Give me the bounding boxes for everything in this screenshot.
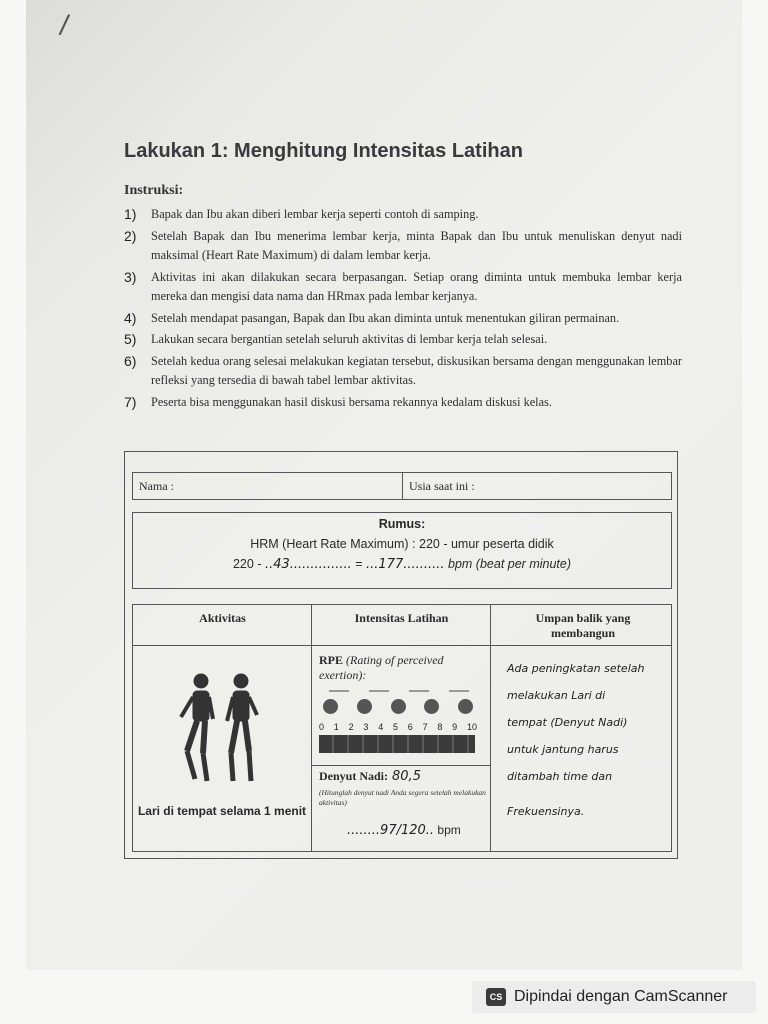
face-icon	[323, 699, 338, 714]
rpe-number: 10	[466, 722, 477, 732]
rpe-number: 0	[319, 722, 325, 732]
list-item	[124, 330, 682, 350]
item-text: Aktivitas ini akan dilakukan secara berpasangan. Setiap orang diminta untuk membuka lembar kerja mereka dan mengisi data nama dan HRmax pada lembar kerjanya.	[151, 269, 682, 303]
formula-calculation	[133, 557, 671, 572]
feedback-handwriting	[507, 655, 671, 825]
bpm-unit: bpm	[434, 823, 461, 837]
rpe-number: 7	[422, 722, 428, 732]
handwritten-bpm: ........97/120..	[347, 823, 435, 838]
handwritten-age: ..43...............	[264, 557, 352, 572]
activity-label: Lari di tempat selama 1 menit	[137, 804, 307, 818]
item-text: Setelah mendapat pasangan, Bapak dan Ibu akan diminta untuk menentukan giliran permainan.	[151, 310, 620, 325]
header-umpan-balik: Umpan balik yang membangun	[535, 611, 631, 640]
rpe-number: 1	[333, 722, 339, 732]
name-age-row	[132, 472, 672, 500]
item-text: Setelah Bapak dan Ibu menerima lembar kerja, minta Bapak dan Ibu untuk menuliskan denyut nadi maksimal (Heart Rate Maximum) di dalam lembar kerja.	[151, 228, 682, 262]
camscanner-watermark	[472, 981, 756, 1013]
handwritten-pulse: 80,5	[392, 769, 421, 784]
instructions-heading: Instruksi:	[124, 183, 184, 198]
formula-line: HRM (Heart Rate Maximum) : 220 - umur peserta didik	[250, 537, 554, 551]
rpe-number: 3	[363, 722, 369, 732]
formula-box	[132, 512, 672, 589]
feedback-line: ditambah time dan	[507, 770, 613, 783]
item-text: Peserta bisa menggunakan hasil diskusi bersama rekannya kedalam diskusi kelas.	[151, 394, 552, 409]
list-item	[124, 227, 682, 266]
pen-mark: /	[57, 9, 71, 41]
face-icon	[357, 699, 372, 714]
feedback-line: melakukan Lari di	[507, 689, 606, 702]
face-icon	[458, 699, 473, 714]
item-number: 7)	[124, 393, 137, 410]
item-number: 5)	[124, 331, 137, 347]
list-item	[124, 393, 682, 413]
rpe-scale-numbers	[319, 722, 477, 732]
rpe-description: (Rating of perceived exertion):	[319, 653, 444, 682]
header-divider	[133, 645, 671, 646]
camscanner-text: Dipindai dengan CamScanner	[514, 988, 728, 1005]
handwritten-hrmax: ...177..........	[366, 557, 445, 572]
item-number: 6)	[124, 352, 137, 369]
feedback-line: Frekuensinya.	[507, 805, 585, 818]
item-text: Bapak dan Ibu akan diberi lembar kerja seperti contoh di samping.	[151, 207, 479, 221]
rpe-number: 5	[392, 722, 398, 732]
rpe-scale-captions	[319, 688, 479, 694]
formula-equals: =	[351, 557, 366, 571]
rpe-color-bar	[319, 735, 475, 753]
rpe-label	[319, 653, 487, 683]
face-icon	[424, 699, 439, 714]
instructions-list	[124, 205, 682, 414]
item-text: Setelah kedua orang selesai melakukan kegiatan tersebut, diskusikan bersama dengan menggunakan lembar refleksi yang tersedia di bawah tabel lembar aktivitas.	[151, 353, 682, 387]
header-intensitas: Intensitas Latihan	[354, 611, 449, 625]
item-text: Lakukan secara bergantian setelah seluruh aktivitas di lembar kerja telah selesai.	[151, 332, 548, 346]
list-item	[124, 352, 682, 391]
rpe-abbrev: RPE	[319, 653, 343, 667]
feedback-line: Ada peningkatan setelah	[507, 662, 645, 675]
feedback-line: tempat (Denyut Nadi)	[507, 716, 628, 729]
name-field[interactable]: Nama :	[133, 473, 403, 499]
camscanner-logo-icon: CS	[486, 988, 506, 1006]
cell-divider	[311, 765, 491, 766]
list-item	[124, 205, 682, 225]
header-aktivitas: Aktivitas	[199, 611, 246, 625]
pulse-note: (Hitunglah denyut nadi Anda segera setelah melakukan aktivitas)	[319, 788, 486, 807]
item-number: 4)	[124, 309, 137, 326]
rpe-number: 9	[452, 722, 458, 732]
paper-sheet	[26, 0, 742, 970]
list-item	[124, 309, 682, 329]
pulse-section	[319, 767, 487, 808]
formula-prefix: 220 -	[232, 557, 265, 571]
feedback-line: untuk jantung harus	[507, 743, 619, 756]
worksheet-box	[124, 451, 678, 859]
bpm-line	[347, 823, 461, 838]
page-title: Lakukan 1: Menghitung Intensitas Latihan	[124, 140, 523, 162]
age-field[interactable]: Usia saat ini :	[409, 479, 475, 493]
rpe-number: 4	[378, 722, 384, 732]
rpe-number: 2	[348, 722, 354, 732]
item-number: 2)	[124, 227, 137, 244]
activity-table	[132, 604, 672, 852]
item-number: 3)	[124, 268, 137, 285]
rpe-number: 6	[407, 722, 413, 732]
rpe-faces	[323, 699, 473, 714]
item-number: 1)	[124, 206, 137, 222]
rpe-number: 8	[437, 722, 443, 732]
list-item	[124, 268, 682, 307]
face-icon	[391, 699, 406, 714]
formula-suffix: bpm (beat per minute)	[444, 557, 571, 571]
formula-heading: Rumus:	[378, 517, 426, 531]
running-figures-illustration	[173, 671, 273, 789]
pulse-label: Denyut Nadi:	[319, 769, 389, 783]
